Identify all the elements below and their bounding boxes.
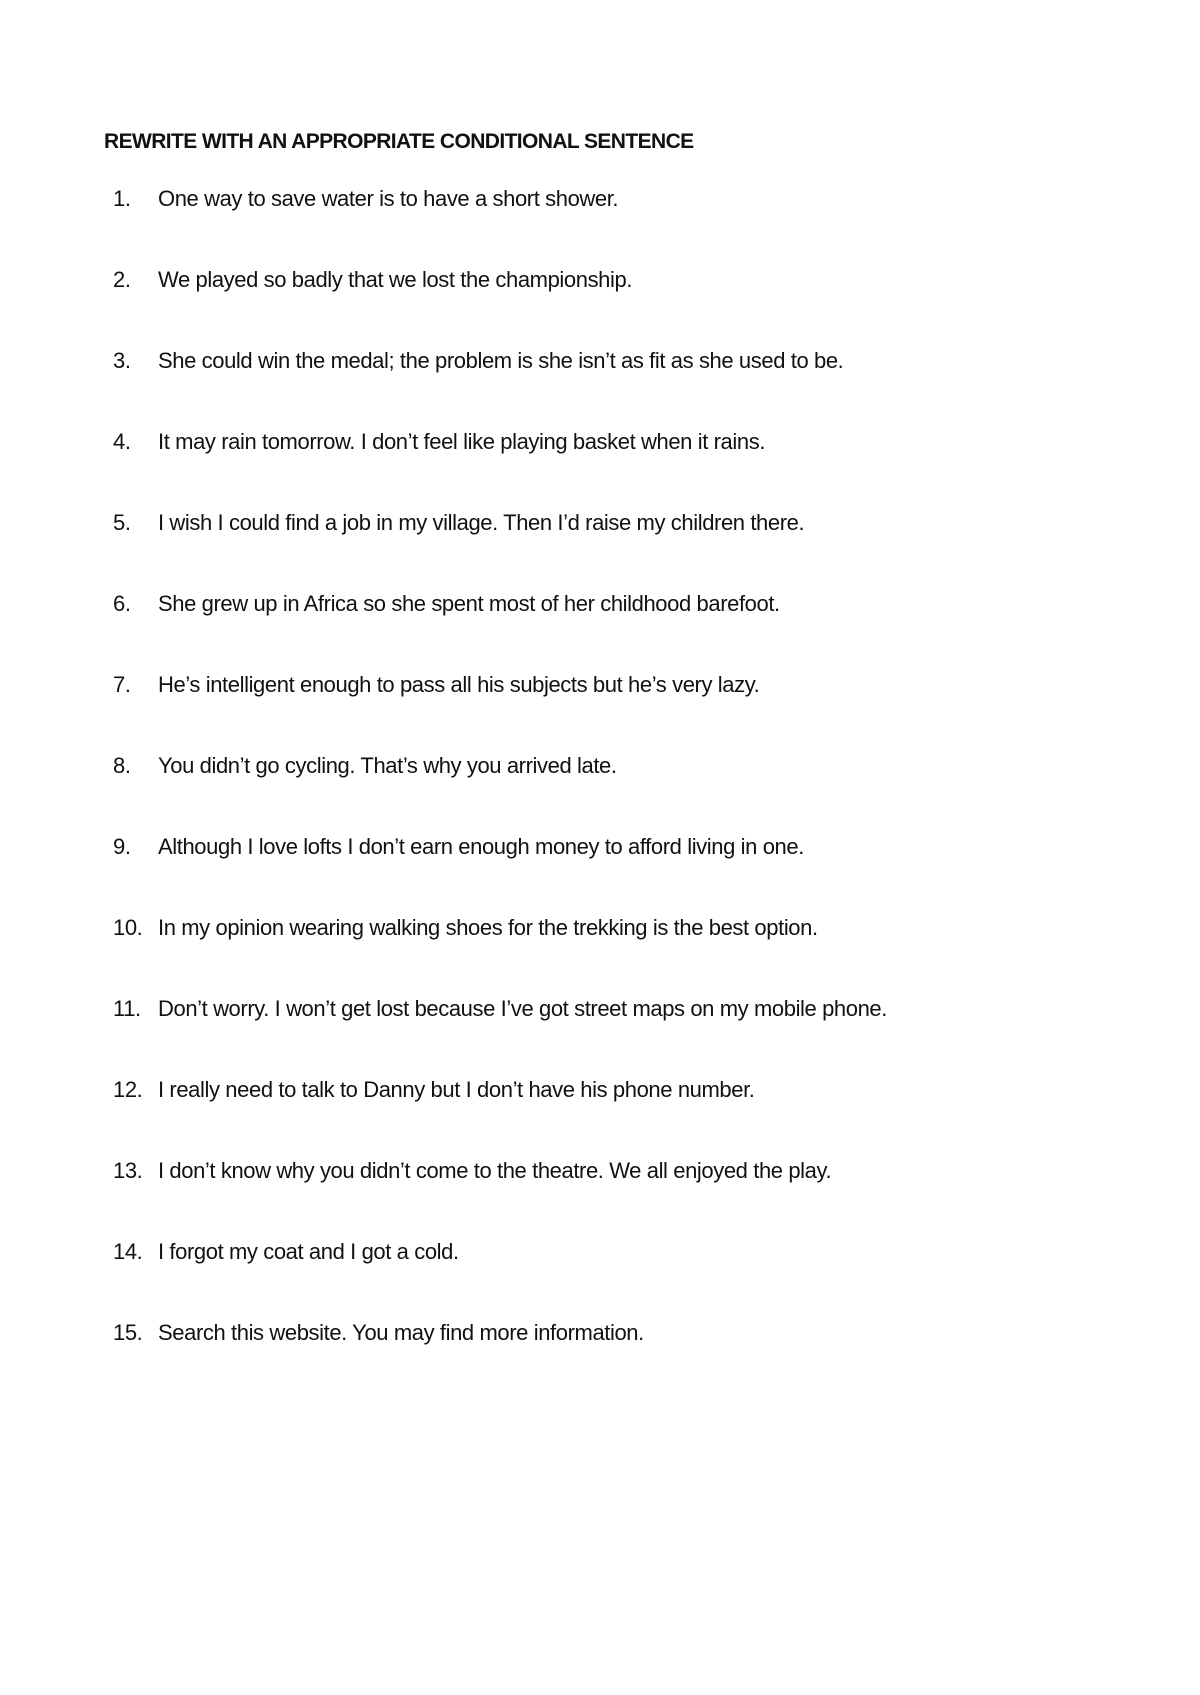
item-number: 5. [113,510,131,535]
item-number: 1. [113,186,131,211]
item-number: 2. [113,267,131,292]
item-text: We played so badly that we lost the championship. [158,267,633,292]
item-text: She could win the medal; the problem is she isn’t as fit as she used to be. [158,348,844,373]
item-number: 7. [113,672,131,697]
item-number: 9. [113,834,131,859]
item-number: 12. [113,1077,143,1102]
item-text: I wish I could find a job in my village. Then I’d raise my children there. [158,510,805,535]
item-text: You didn’t go cycling. That’s why you arrived late. [158,753,617,778]
item-text: One way to save water is to have a short shower. [158,186,619,211]
item-text: Search this website. You may find more information. [158,1320,644,1345]
item-number: 8. [113,753,131,778]
item-text: I really need to talk to Danny but I don’t have his phone number. [158,1077,755,1102]
item-number: 4. [113,429,131,454]
item-text: Although I love lofts I don’t earn enough money to afford living in one. [158,834,804,859]
item-number: 11. [113,996,141,1021]
item-text: It may rain tomorrow. I don’t feel like playing basket when it rains. [158,429,766,454]
item-text: I forgot my coat and I got a cold. [158,1239,459,1264]
item-number: 3. [113,348,131,373]
item-text: Don’t worry. I won’t get lost because I’ve got street maps on my mobile phone. [158,996,887,1021]
item-number: 15. [113,1320,143,1345]
worksheet-title: REWRITE WITH AN APPROPRIATE CONDITIONAL SENTENCE [104,130,694,153]
item-text: In my opinion wearing walking shoes for the trekking is the best option. [158,915,818,940]
item-number: 13. [113,1158,143,1183]
item-number: 10. [113,915,143,940]
item-text: She grew up in Africa so she spent most of her childhood barefoot. [158,591,780,616]
item-text: He’s intelligent enough to pass all his subjects but he’s very lazy. [158,672,760,697]
item-number: 6. [113,591,131,616]
item-number: 14. [113,1239,143,1264]
item-text: I don’t know why you didn’t come to the theatre. We all enjoyed the play. [158,1158,832,1183]
